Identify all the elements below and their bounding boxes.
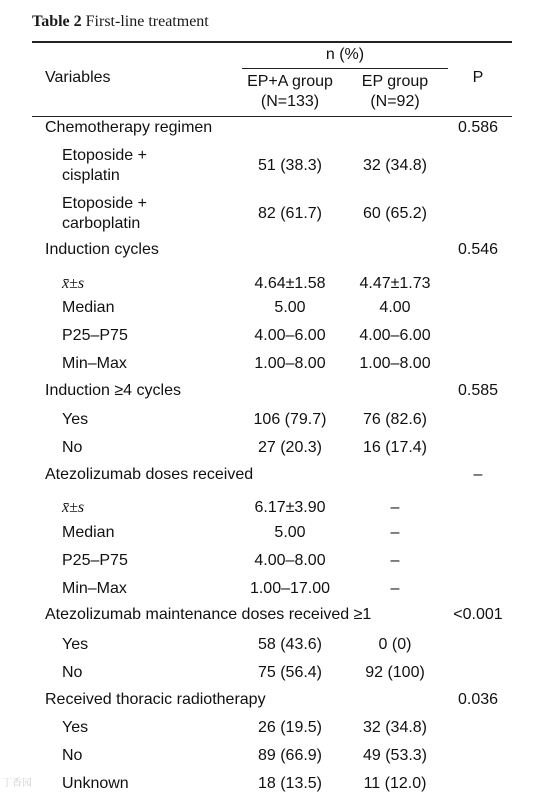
ep-group-cell: 0 (0)	[378, 636, 412, 653]
epa-group-cell: 1.00–8.00	[254, 355, 326, 372]
ep-group-cell: 1.00–8.00	[359, 355, 431, 372]
row-label: P25–P75	[62, 327, 128, 344]
ep-group-cell: –	[390, 580, 400, 597]
ep-group-cell: 76 (82.6)	[362, 411, 428, 428]
p-value-cell: 0.586	[457, 119, 499, 136]
row-label: Yes	[62, 411, 89, 428]
table-title: First-line treatment	[85, 13, 209, 30]
epa-group-cell: 58 (43.6)	[257, 636, 323, 653]
row-label: Received thoracic radiotherapy	[45, 691, 266, 708]
header-col1-name: EP+A group	[247, 73, 333, 90]
ep-group-cell: 32 (34.8)	[362, 719, 428, 736]
epa-group-cell: 51 (38.3)	[257, 157, 323, 174]
table-caption	[32, 13, 209, 31]
epa-group-cell: 106 (79.7)	[253, 411, 327, 428]
p-value-cell: 0.036	[457, 691, 499, 708]
row-label: Yes	[62, 719, 89, 736]
watermark: 丁香园	[2, 778, 32, 789]
ep-group-cell: 4.00–6.00	[359, 327, 431, 344]
ep-group-cell: 32 (34.8)	[362, 157, 428, 174]
ep-group-cell: 4.47±1.73	[359, 275, 431, 292]
row-label: No	[62, 664, 83, 681]
epa-group-cell: 6.17±3.90	[254, 499, 326, 516]
row-label: Min–Max	[62, 355, 127, 372]
epa-group-cell: 5.00	[274, 299, 306, 316]
p-value-cell: 0.546	[457, 241, 499, 258]
p-value-cell: –	[473, 466, 483, 483]
epa-group-cell: 4.00–8.00	[254, 552, 326, 569]
row-label: x̄±s	[62, 499, 85, 516]
epa-group-cell: 26 (19.5)	[257, 719, 323, 736]
ep-group-cell: 60 (65.2)	[362, 205, 428, 222]
header-col1-n: (N=133)	[260, 93, 320, 110]
header-n-percent: n (%)	[325, 46, 365, 63]
ep-group-cell: 11 (12.0)	[363, 775, 427, 792]
header-variables: Variables	[45, 69, 111, 86]
epa-group-cell: 89 (66.9)	[257, 747, 323, 764]
epa-group-cell: 27 (20.3)	[257, 439, 323, 456]
header-col2-name: EP group	[361, 73, 429, 90]
ep-group-cell: 16 (17.4)	[362, 439, 428, 456]
p-value-cell: <0.001	[453, 606, 503, 623]
row-label: Induction ≥4 cycles	[45, 382, 181, 399]
row-label: x̄±s	[62, 275, 85, 292]
row-label: Chemotherapy regimen	[45, 119, 213, 136]
row-label: Etoposide +	[62, 147, 147, 164]
table-number: Table 2	[32, 13, 82, 30]
header-p: P	[472, 69, 484, 86]
ep-group-cell: –	[390, 552, 400, 569]
ep-group-cell: –	[390, 499, 400, 516]
row-label-line2: carboplatin	[62, 215, 141, 232]
ep-group-cell: 49 (53.3)	[362, 747, 428, 764]
row-label: Unknown	[62, 775, 129, 792]
epa-group-cell: 5.00	[274, 524, 306, 541]
epa-group-cell: 18 (13.5)	[257, 775, 323, 792]
row-label: P25–P75	[62, 552, 128, 569]
row-label: Median	[62, 524, 115, 541]
top-rule	[32, 41, 512, 43]
row-label-line2: cisplatin	[62, 167, 120, 184]
epa-group-cell: 4.00–6.00	[254, 327, 326, 344]
row-label: Yes	[62, 636, 89, 653]
epa-group-cell: 82 (61.7)	[257, 205, 323, 222]
group-rule	[242, 68, 448, 69]
row-label: Min–Max	[62, 580, 127, 597]
row-label: No	[62, 439, 83, 456]
header-col2-n: (N=92)	[370, 93, 420, 110]
ep-group-cell: –	[390, 524, 400, 541]
row-label: Etoposide +	[62, 195, 147, 212]
row-label: Induction cycles	[45, 241, 159, 258]
ep-group-cell: 4.00	[379, 299, 411, 316]
header-bottom-rule	[32, 116, 512, 117]
row-label: No	[62, 747, 83, 764]
row-label: Median	[62, 299, 115, 316]
p-value-cell: 0.585	[457, 382, 499, 399]
row-label: Atezolizumab doses received	[45, 466, 254, 483]
row-label: Atezolizumab maintenance doses received ≥1	[45, 606, 372, 623]
epa-group-cell: 75 (56.4)	[257, 664, 323, 681]
epa-group-cell: 4.64±1.58	[254, 275, 326, 292]
ep-group-cell: 92 (100)	[365, 664, 425, 681]
epa-group-cell: 1.00–17.00	[249, 580, 331, 597]
